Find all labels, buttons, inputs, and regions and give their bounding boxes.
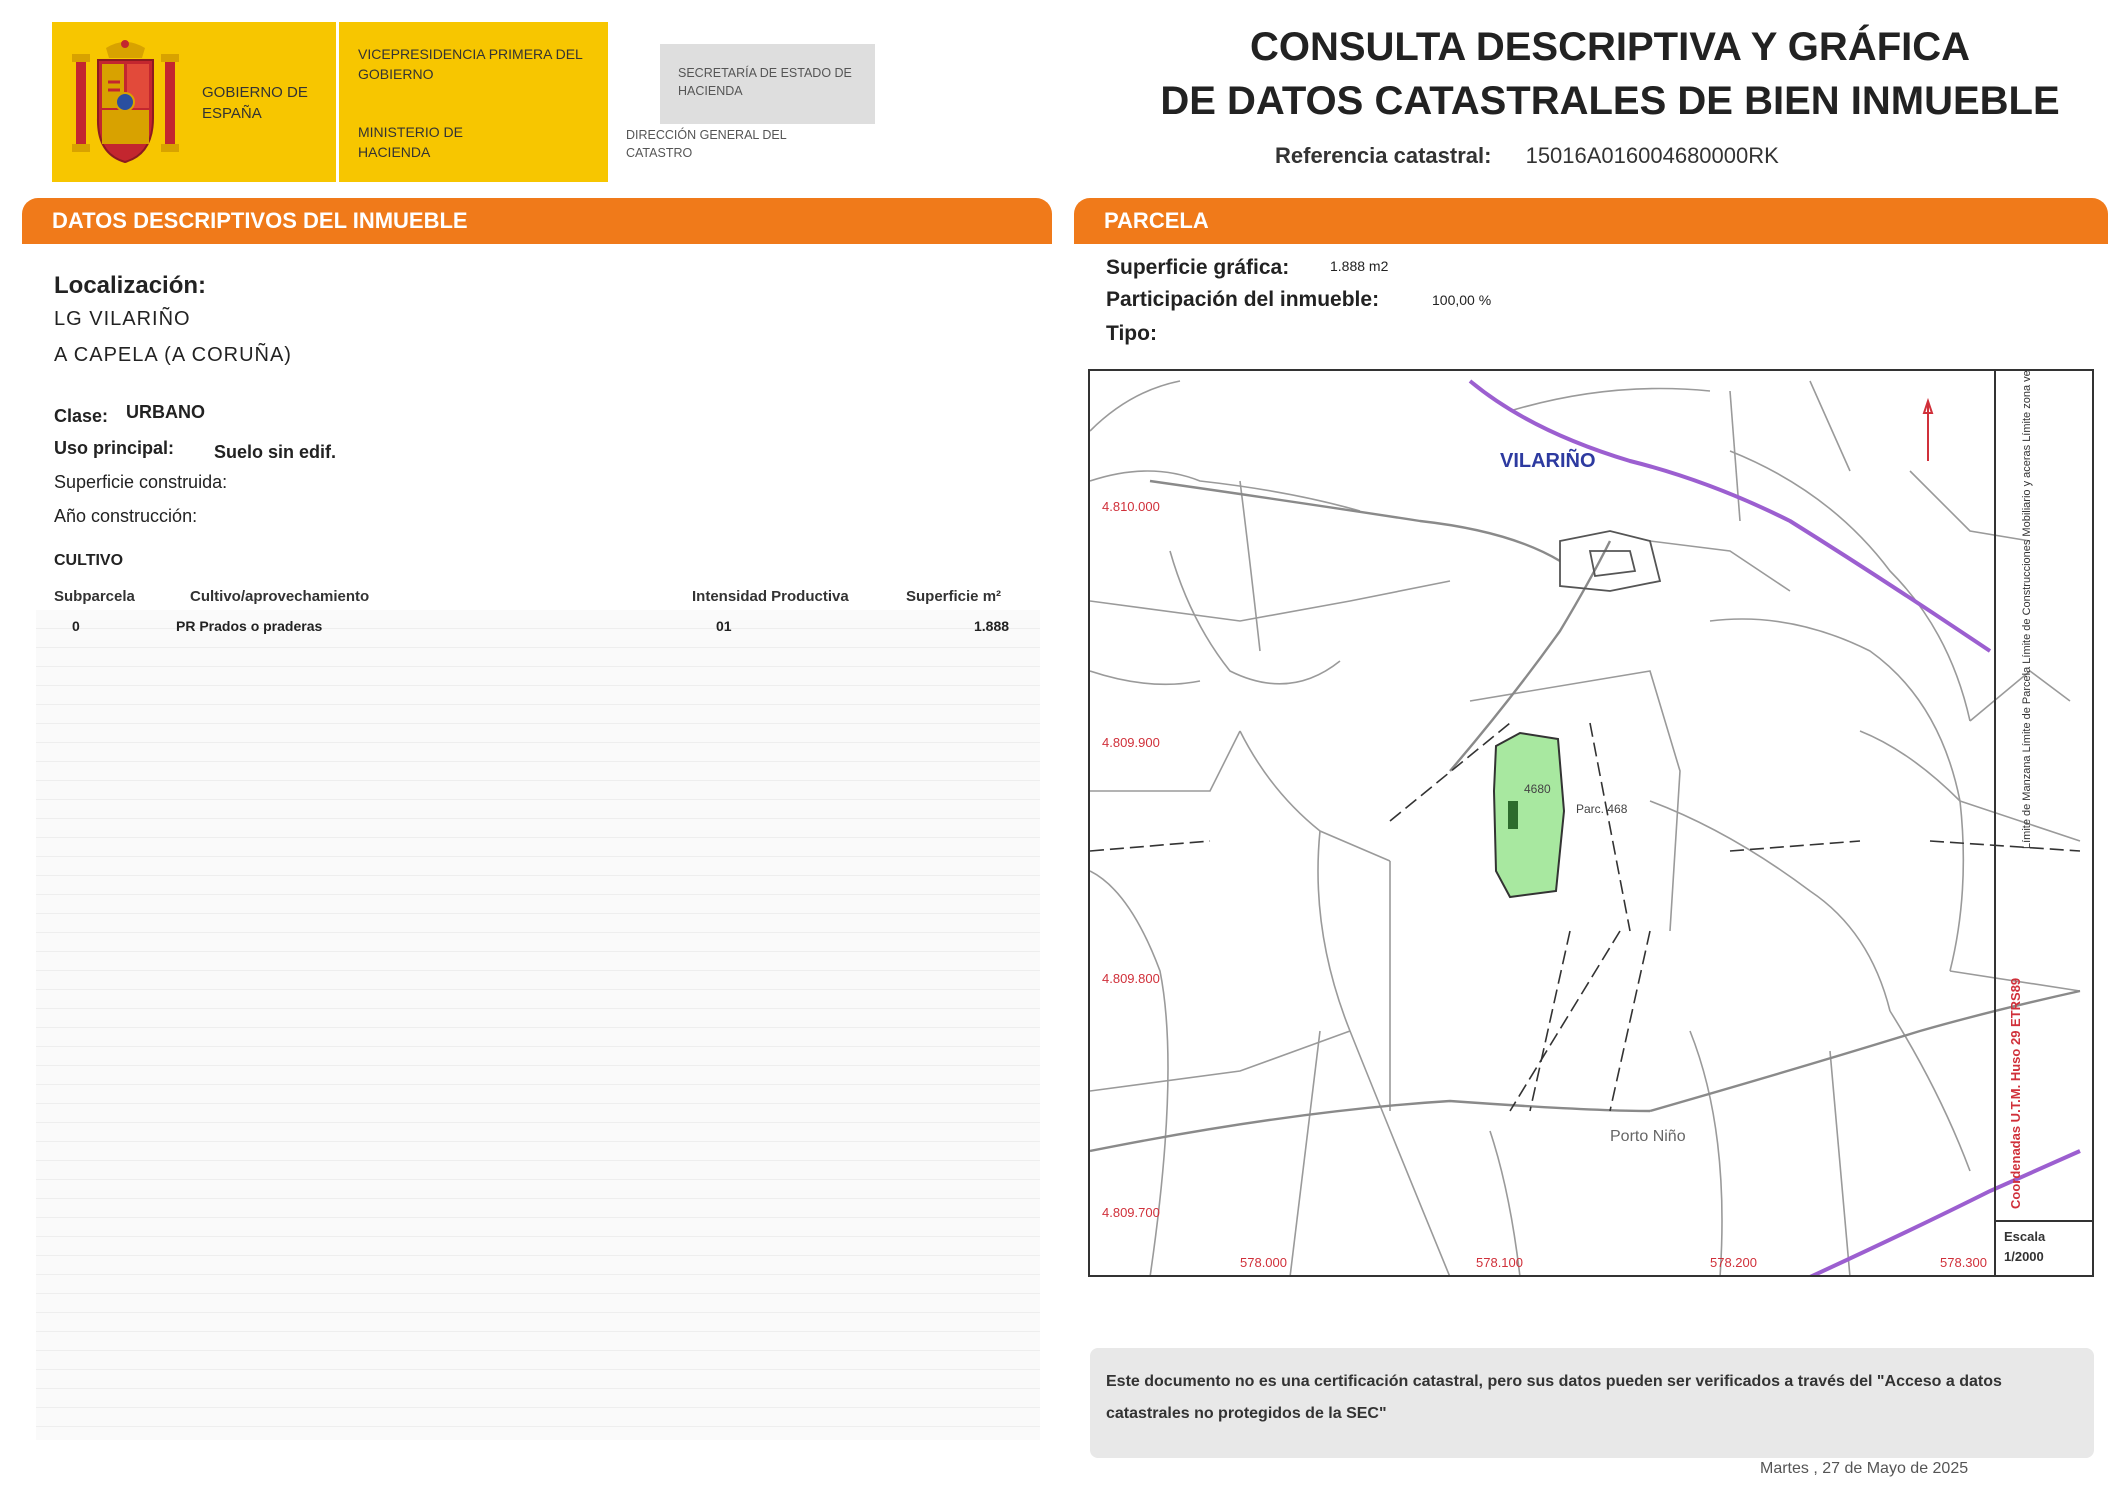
document-title [1130, 20, 2090, 128]
x-coord-1: 578.000 [1240, 1255, 1287, 1270]
main-use-label: Uso principal: [54, 438, 175, 458]
descriptive-data-header: DATOS DESCRIPTIVOS DEL INMUEBLE [22, 198, 1052, 244]
crop-table-header [36, 580, 1040, 610]
cell-intensity: 01 [716, 618, 732, 634]
cadastral-reference-value: 15016A016004680000RK [1525, 143, 1779, 168]
scale-label: Escala [2004, 1229, 2046, 1244]
crop-section-title: CULTIVO [54, 552, 124, 569]
legend-coordinates-text: Coordenadas U.T.M. Huso 29 ETRS89 [2008, 977, 2023, 1209]
y-coord-4: 4.809.700 [1102, 1205, 1160, 1220]
cell-surface: 1.888 [974, 618, 1010, 634]
graphic-area-label: Superficie gráfica: [1106, 256, 1290, 279]
participation-label: Participación del inmueble: [1106, 288, 1380, 311]
class-value: URBANO [126, 402, 205, 422]
place-name-label: VILARIÑO [1500, 450, 1596, 472]
ministry-name: MINISTERIO DE HACIENDA [358, 124, 464, 160]
construction-year-label: Año construcción: [54, 506, 198, 526]
col-crop: Cultivo/aprovechamiento [190, 588, 370, 605]
y-coord-1: 4.810.000 [1102, 499, 1160, 514]
x-coord-2: 578.100 [1476, 1255, 1523, 1270]
coat-of-arms-icon [68, 36, 183, 171]
disclaimer-notice: Este documento no es una certificación catastral, pero sus datos pueden ser verificados a través del "Acceso a datos catastrales no protegidos de la SEC" [1090, 1348, 2094, 1458]
x-coord-4: 578.300 [1940, 1255, 1987, 1270]
cell-subparcel: 0 [72, 618, 80, 634]
col-intensity: Intensidad Productiva [692, 588, 849, 605]
banner-divider [336, 22, 339, 182]
participation-value: 100,00 % [1432, 292, 1492, 308]
south-place-label: Porto Niño [1610, 1128, 1686, 1145]
col-subparcel: Subparcela [54, 588, 135, 605]
scale-value: 1/2000 [2004, 1249, 2044, 1264]
map-legend [1994, 369, 2094, 1277]
legend-svg [1996, 369, 2094, 1275]
crop-table [36, 580, 1040, 1440]
legend-items-text: Límite de Manzana Límite de Parcela Límite de Construcciones Mobiliario y aceras Límite zona verde Hidrografía [2021, 369, 2033, 849]
y-coord-2: 4.809.900 [1102, 735, 1160, 750]
government-name: GOBIERNO DE ESPAÑA [202, 84, 308, 122]
class-label: Clase: [54, 406, 109, 426]
cell-crop: PR Prados o praderas [176, 618, 323, 634]
title-line-2: DE DATOS CATASTRALES DE BIEN INMUEBLE [1160, 79, 2060, 123]
type-label: Tipo: [1106, 322, 1157, 345]
directorate-name: DIRECCIÓN GENERAL DEL CATASTRO [626, 128, 787, 160]
col-surface: Superficie m² [906, 588, 1002, 605]
secretariat-name: SECRETARÍA DE ESTADO DE HACIENDA [678, 66, 852, 98]
y-coord-3: 4.809.800 [1102, 971, 1160, 986]
secretariat-block [660, 44, 875, 124]
location-line-1: LG VILARIÑO [54, 308, 191, 330]
location-line-2: A CAPELA (A CORUÑA) [54, 344, 292, 366]
built-area-label: Superficie construida: [54, 472, 228, 492]
crop-table-body [36, 610, 1040, 1440]
parcel-number-label: 4680 [1524, 782, 1551, 796]
parcel-name-label: Parc. 468 [1576, 802, 1628, 816]
vice-presidency-name: VICEPRESIDENCIA PRIMERA DEL GOBIERNO [358, 46, 583, 82]
title-line-1: CONSULTA DESCRIPTIVA Y GRÁFICA [1249, 25, 1971, 69]
x-coord-3: 578.200 [1710, 1255, 1757, 1270]
document-date: Martes , 27 de Mayo de 2025 [1760, 1460, 1969, 1477]
cadastral-reference [1275, 143, 1779, 169]
main-use-value: Suelo sin edif. [214, 442, 337, 462]
parcel-header: PARCELA [1074, 198, 2108, 244]
graphic-area-value: 1.888 m2 [1330, 258, 1389, 274]
cadastral-map[interactable] [1088, 369, 2094, 1277]
map-svg [1090, 371, 2094, 1277]
location-label: Localización: [54, 272, 207, 299]
table-row [36, 616, 1040, 638]
cadastral-reference-label: Referencia catastral: [1275, 143, 1492, 168]
